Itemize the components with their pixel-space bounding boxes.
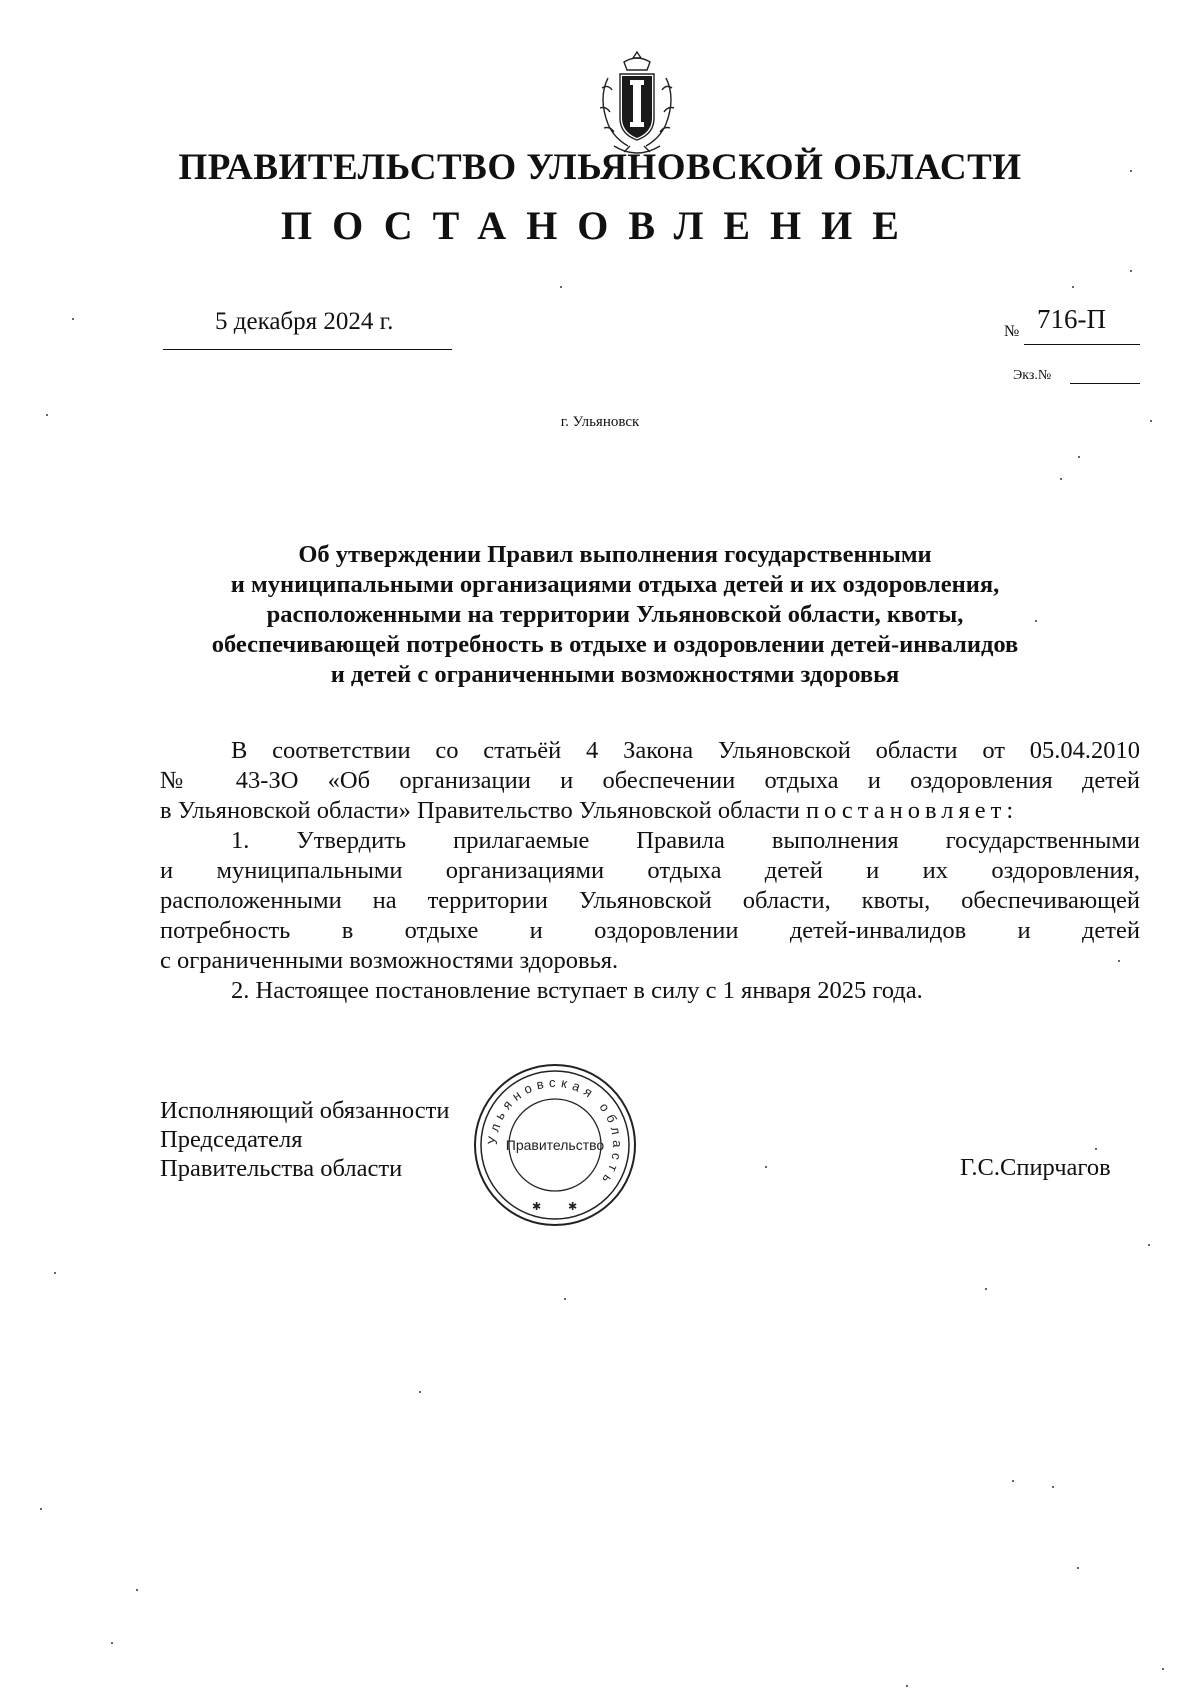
position-line: Исполняющий обязанности: [160, 1097, 450, 1124]
seal-star-icon: ✱: [568, 1201, 578, 1213]
preamble-line: [160, 796, 1140, 826]
signatory-name: Г.С.Спирчагов: [960, 1154, 1111, 1181]
coat-of-arms-icon: [594, 48, 680, 158]
seal-star-icon: ✱: [532, 1201, 542, 1213]
document-type: ПОСТАНОВЛЕНИЕ: [281, 203, 919, 248]
seal-center-text: Правительство: [505, 1137, 605, 1153]
item-1-line: потребность в отдыхе и оздоровлении детей-инвалидов и детей: [160, 917, 1140, 944]
city: г. Ульяновск: [560, 414, 640, 430]
heading-line: Об утверждении Правил выполнения государственными: [298, 541, 932, 568]
item-1-line: и муниципальными организациями отдыха детей и их оздоровления,: [160, 857, 1140, 884]
document-number: 716-П: [1037, 304, 1106, 334]
heading-line: и муниципальными организациями отдыха детей и их оздоровления,: [230, 571, 1000, 598]
position-line: Правительства области: [160, 1155, 403, 1182]
decree-word: постановляет:: [805, 797, 1019, 824]
item-1-line: 1. Утвердить прилагаемые Правила выполнения государственными: [231, 827, 1140, 854]
copy-number-label: Экз.№: [1013, 368, 1052, 383]
heading-line: и детей с ограниченными возможностями здоровья: [330, 661, 900, 688]
heading-line: обеспечивающей потребность в отдыхе и оздоровлении детей-инвалидов: [211, 631, 1019, 658]
seal-ring-text: Ульяновская область: [484, 1074, 626, 1191]
organization-title: ПРАВИТЕЛЬСТВО УЛЬЯНОВСКОЙ ОБЛАСТИ: [178, 147, 1022, 188]
item-2: 2. Настоящее постановление вступает в силу с 1 января 2025 года.: [231, 977, 923, 1004]
item-1-line: с ограниченными возможностями здоровья.: [160, 947, 619, 974]
number-underline: [1024, 344, 1140, 345]
official-seal-stamp: [470, 1060, 640, 1230]
preamble-text: в Ульяновской области» Правительство Ульяновской области: [160, 797, 800, 824]
preamble-line: В соответствии со статьёй 4 Закона Ульяновской области от 05.04.2010: [231, 737, 1140, 764]
copy-number-underline: [1070, 383, 1140, 384]
document-date: 5 декабря 2024 г.: [215, 308, 394, 335]
item-1-line: расположенными на территории Ульяновской области, квоты, обеспечивающей: [160, 887, 1140, 914]
position-line: Председателя: [160, 1126, 303, 1153]
svg-text:Ульяновская область: [485, 1075, 625, 1190]
signatory-position: [160, 1096, 449, 1183]
date-underline: [163, 349, 452, 350]
heading-line: расположенными на территории Ульяновской области, квоты,: [266, 601, 964, 628]
document-body: [160, 736, 1140, 1006]
number-label: №: [1004, 323, 1020, 340]
document-heading: [130, 540, 1100, 690]
preamble-line: № 43-ЗО «Об организации и обеспечении отдыха и оздоровления детей: [160, 767, 1140, 794]
